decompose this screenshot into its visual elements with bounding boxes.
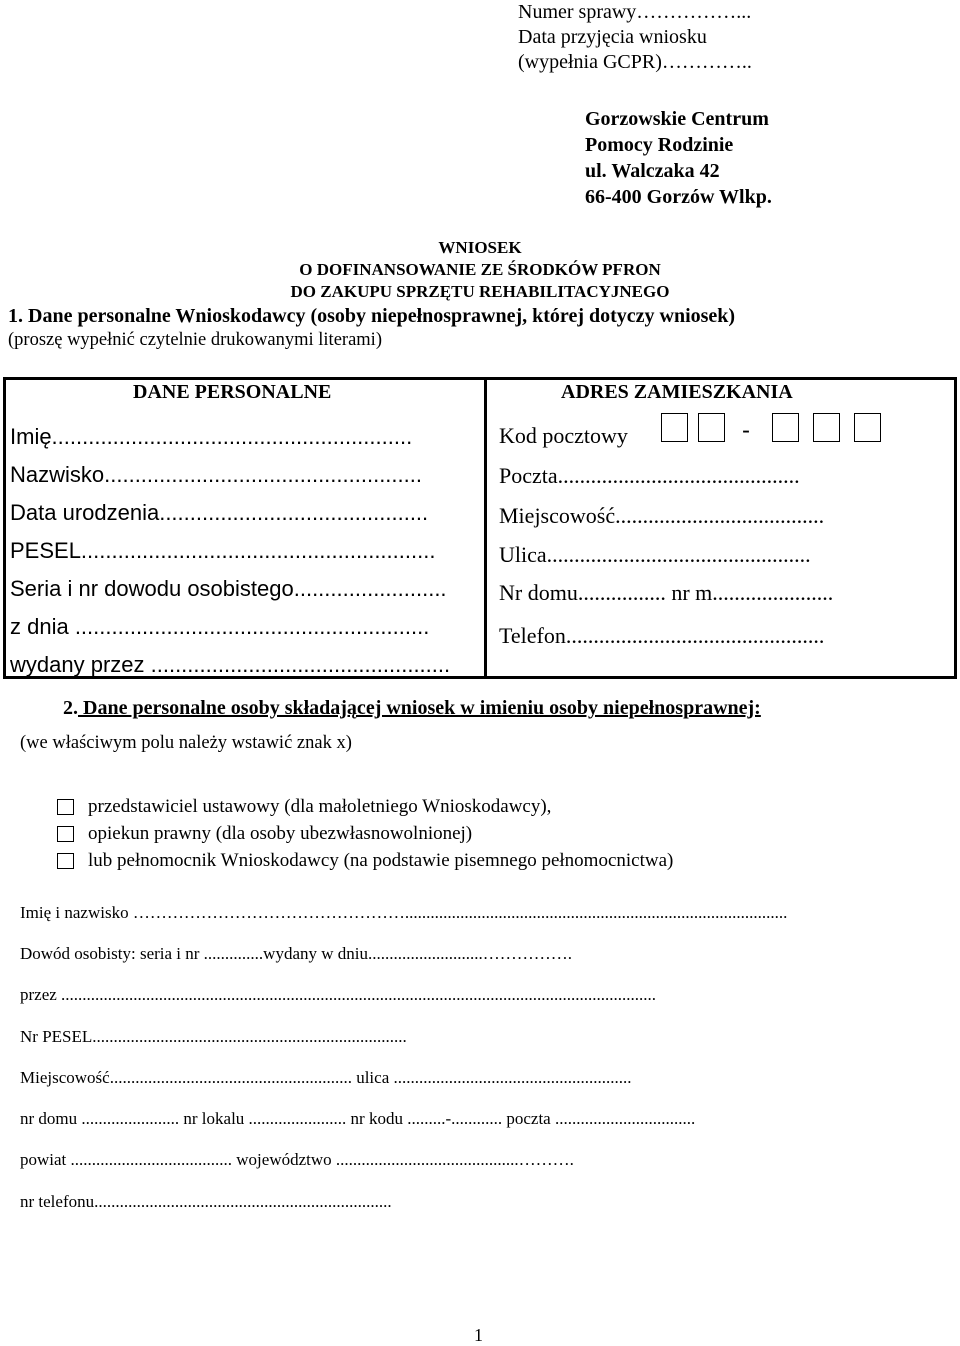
applicant-name-field[interactable]: Imię i nazwisko ………………………………………….......................................................................................... bbox=[20, 903, 788, 922]
street-field[interactable]: Ulica................................................ bbox=[499, 542, 811, 567]
first-name-field[interactable]: Imię........................................................... bbox=[10, 424, 413, 449]
document-subtitle-2: DO ZAKUPU SPRZĘTU REHABILITACYJNEGO bbox=[290, 282, 670, 301]
attorney-option: lub pełnomocnik Wnioskodawcy (na podstawie pisemnego pełnomocnictwa) bbox=[88, 850, 674, 871]
section2-number: 2. bbox=[63, 697, 78, 719]
section2-note: (we właściwym polu należy wstawić znak x) bbox=[20, 733, 352, 753]
id-card-number-field[interactable]: Seria i nr dowodu osobistego......................... bbox=[10, 576, 447, 601]
legal-guardian-checkbox[interactable] bbox=[57, 826, 74, 842]
section2-heading bbox=[63, 697, 761, 720]
section1-heading: 1. Dane personalne Wnioskodawcy (osoby niepełnosprawnej, której dotyczy wniosek) bbox=[8, 305, 736, 327]
house-number-field[interactable]: Nr domu................ nr m...................... bbox=[499, 580, 834, 605]
section1-note: (proszę wypełnić czytelnie drukowanymi literami) bbox=[8, 330, 382, 350]
postal-code-dash: - bbox=[742, 417, 750, 444]
phone-field[interactable]: Telefon............................................... bbox=[499, 623, 825, 648]
last-name-field[interactable]: Nazwisko.................................................... bbox=[10, 462, 422, 487]
legal-guardian-option: opiekun prawny (dla osoby ubezwłasnowolnionej) bbox=[88, 823, 473, 844]
postal-code-digit-4[interactable] bbox=[813, 413, 840, 442]
address-header: ADRES ZAMIESZKANIA bbox=[561, 381, 793, 403]
postal-code-digit-3[interactable] bbox=[772, 413, 799, 442]
pesel-field[interactable]: PESEL.......................................................... bbox=[10, 538, 436, 563]
table-divider bbox=[484, 377, 487, 679]
legal-representative-option: przedstawiciel ustawowy (dla małoletniego Wnioskodawcy), bbox=[88, 796, 552, 817]
recipient-line-3: ul. Walczaka 42 bbox=[585, 160, 720, 182]
id-issued-by-field-2[interactable]: przez ............................................................................................................................................ bbox=[20, 985, 657, 1004]
recipient-line-1: Gorzowskie Centrum bbox=[585, 108, 769, 130]
id-card-field[interactable]: Dowód osobisty: seria i nr ..............wydany w dniu...........................……………. bbox=[20, 944, 573, 963]
county-voivodeship-field[interactable]: powiat ...................................... województwo ...........................................………. bbox=[20, 1150, 574, 1169]
city-field[interactable]: Miejscowość...................................... bbox=[499, 503, 825, 528]
page-number: 1 bbox=[474, 1325, 483, 1345]
city-street-field[interactable]: Miejscowość......................................................... ulica ........................................................ bbox=[20, 1068, 632, 1087]
id-issue-date-field[interactable]: z dnia .......................................................... bbox=[10, 614, 430, 639]
recipient-line-2: Pomocy Rodzinie bbox=[585, 134, 734, 156]
section2-heading-text: Dane personalne osoby składającej wniosek w imieniu osoby niepełnosprawnej: bbox=[78, 697, 761, 719]
legal-representative-checkbox[interactable] bbox=[57, 799, 74, 815]
personal-data-header: DANE PERSONALNE bbox=[133, 381, 332, 403]
id-issued-by-field[interactable]: wydany przez ................................................. bbox=[10, 652, 451, 677]
postal-code-label: Kod pocztowy bbox=[499, 423, 628, 448]
phone-number-field[interactable]: nr telefonu...................................................................... bbox=[20, 1192, 392, 1211]
document-title: WNIOSEK bbox=[438, 238, 522, 257]
postal-code-digit-2[interactable] bbox=[698, 413, 725, 442]
recipient-line-4: 66-400 Gorzów Wlkp. bbox=[585, 186, 772, 208]
postal-code-digit-1[interactable] bbox=[661, 413, 688, 442]
pesel-field-2[interactable]: Nr PESEL.......................................................................... bbox=[20, 1027, 407, 1046]
document-subtitle-1: O DOFINANSOWANIE ZE ŚRODKÓW PFRON bbox=[299, 260, 661, 279]
case-number-line: Numer sprawy……………... bbox=[518, 1, 752, 23]
receipt-date-line: Data przyjęcia wniosku bbox=[518, 26, 707, 48]
address-numbers-field[interactable]: nr domu ....................... nr lokalu ....................... nr kodu .........-............ poczta ................................. bbox=[20, 1109, 696, 1128]
attorney-checkbox[interactable] bbox=[57, 853, 74, 869]
filled-by-line: (wypełnia GCPR)………….. bbox=[518, 51, 752, 73]
birth-date-field[interactable]: Data urodzenia............................................ bbox=[10, 500, 429, 525]
postal-code-digit-5[interactable] bbox=[854, 413, 881, 442]
post-office-field[interactable]: Poczta............................................ bbox=[499, 463, 800, 488]
